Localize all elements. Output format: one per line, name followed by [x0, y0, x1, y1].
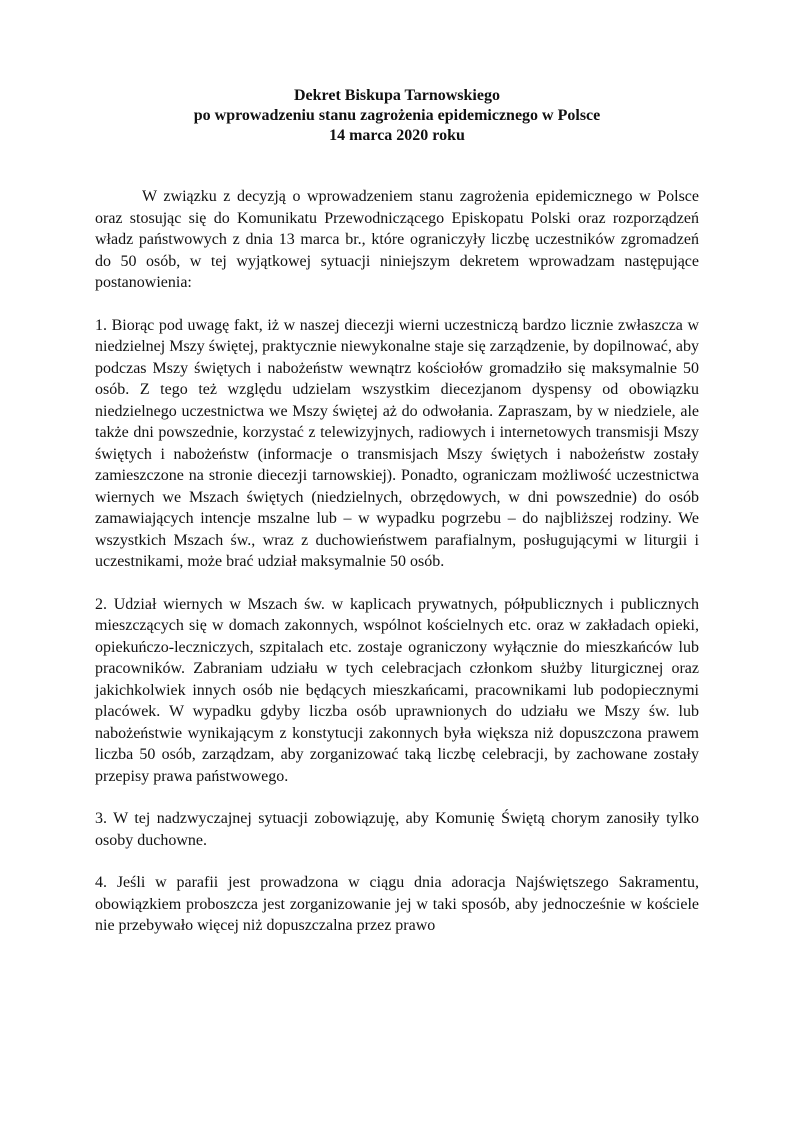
document-page: [95, 86, 699, 937]
paragraph-3: 3. W tej nadzwyczajnej sytuacji zobowiązuję, aby Komunię Świętą chorym zanosiły tylko osoby duchowne.: [95, 810, 699, 849]
intro-paragraph: W związku z decyzją o wprowadzeniem stanu zagrożenia epidemicznego w Polsce oraz stosując się do Komunikatu Przewodniczącego Episkopatu Polski oraz rozporządzeń władz państwowych z dnia 13 marca br., które ograniczyły liczbę uczestników zgromadzeń do 50 osób, w tej wyjątkowej sytuacji niniejszym dekretem wprowadzam następujące postanowienia:: [95, 188, 699, 291]
paragraph-1: 1. Biorąc pod uwagę fakt, iż w naszej diecezji wierni uczestniczą bardzo licznie zwłaszcza w niedzielnej Mszy świętej, praktycznie niewykonalne staje się zarządzenie, by dopilnować, aby podczas Mszy świętych i nabożeństw wewnątrz kościołów gromadziło się maksymalnie 50 osób. Z tego też względu udzielam wszystkim diecezjanom dyspensy od obowiązku niedzielnego uczestnictwa we Mszy świętej aż do odwołania. Zapraszam, by w niedziele, ale także dni powszednie, korzystać z telewizyjnych, radiowych i internetowych transmisji Mszy świętych i nabożeństw (informacje o transmisjach Mszy świętych i nabożeństw zostały zamieszczone na stronie diecezji tarnowskiej). Ponadto, ograniczam możliwość uczestnictwa wiernych we Mszach świętych (niedzielnych, obrzędowych, w dni powszednie) do osób zamawiających intencje mszalne lub – w wypadku pogrzebu – do najbliższej rodziny. We wszystkich Mszach św., wraz z duchowieństwem parafialnym, posługującymi w liturgii i uczestnikami, może brać udział maksymalnie 50 osób.: [95, 316, 699, 570]
title-line-1: Dekret Biskupa Tarnowskiego: [294, 87, 500, 104]
document-title: [95, 86, 699, 146]
paragraph-2: 2. Udział wiernych w Mszach św. w kaplicach prywatnych, półpublicznych i publicznych mieszczących się w domach zakonnych, wspólnot kościelnych etc. oraz w zakładach opieki, opiekuńczo-leczniczych, szpitalach etc. zostaje ograniczony wyłącznie do mieszkańców lub pracowników. Zabraniam udziału w tych celebracjach członkom służby liturgicznej oraz jakichkolwiek innych osób nie będących mieszkańcami, pracownikami lub podopiecznymi placówek. W wypadku gdyby liczba osób uprawnionych do udziału we Mszy św. lub nabożeństwie wynikającym z konstytucji zakonnych była większa niż dopuszczona prawem liczba 50 osób, zarządzam, aby zorganizować taką liczbę celebracji, by zachowane zostały przepisy prawa państwowego.: [95, 595, 699, 785]
title-line-2: po wprowadzeniu stanu zagrożenia epidemicznego w Polsce: [193, 107, 601, 124]
paragraph-4: 4. Jeśli w parafii jest prowadzona w ciągu dnia adoracja Najświętszego Sakramentu, obowiązkiem proboszcza jest zorganizowanie jej w taki sposób, aby jednocześnie w kościele nie przebywało więcej niż dopuszczalna przez prawo: [95, 874, 699, 934]
title-date: 14 marca 2020 roku: [329, 127, 465, 144]
